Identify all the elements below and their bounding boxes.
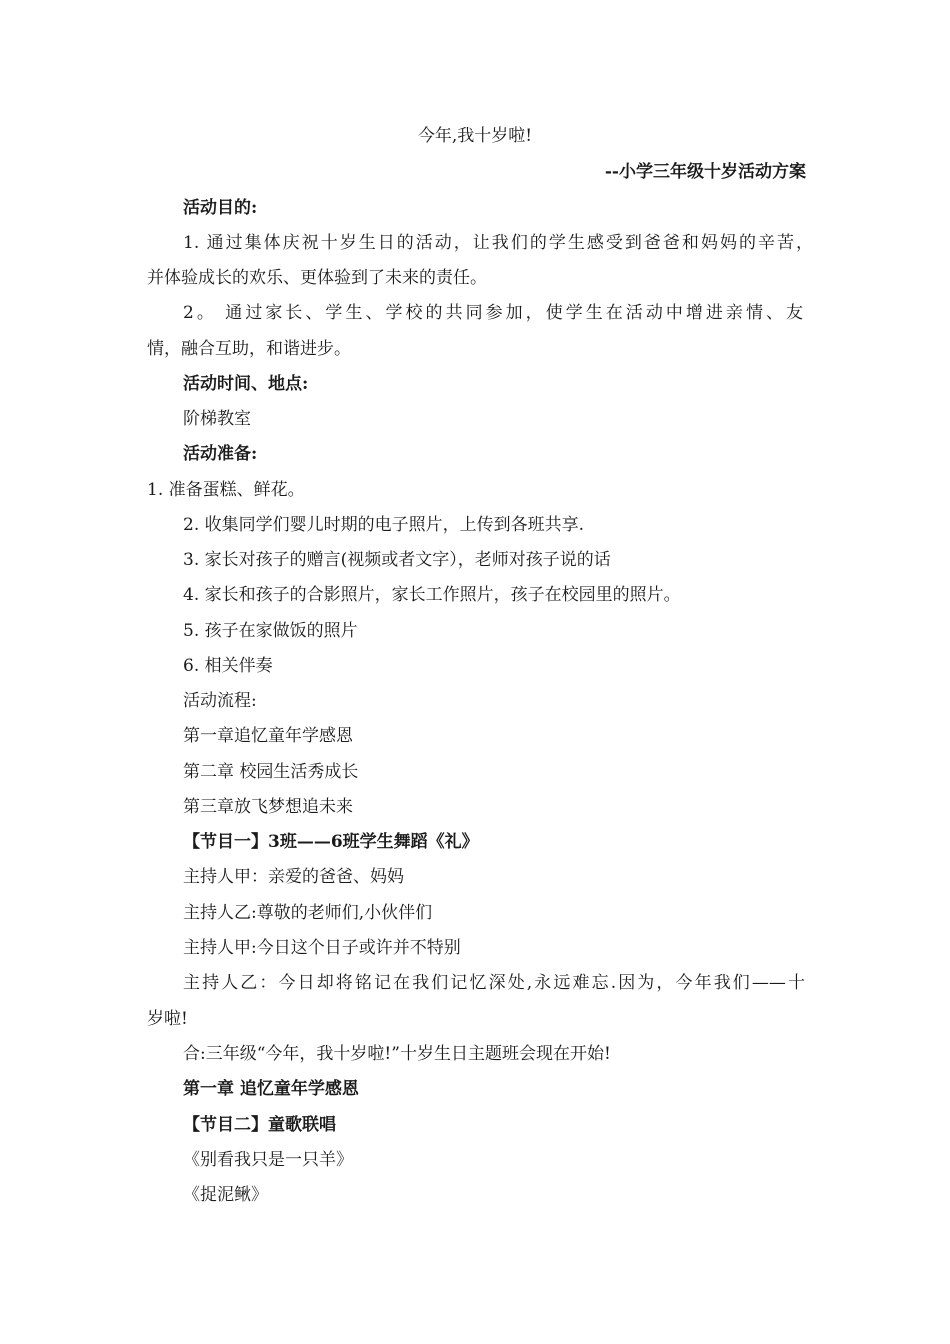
song-title: 《捉泥鳅》 [183,1185,268,1205]
prep-item: 3. 家长对孩子的赠言(视频或者文字），老师对孩子说的话 [183,550,611,570]
host-b-line-2: 岁啦! [147,1009,188,1029]
document-subtitle: --小学三年级十岁活动方案 [604,162,806,182]
prep-heading: 活动准备: [183,444,258,464]
program-two-heading: 【节目二】童歌联唱 [183,1115,336,1135]
place-text: 阶梯教室 [183,409,251,429]
purpose-item-2-line-2: 情，融合互助，和谐进步。 [147,339,351,359]
chapter-one-heading: 第一章 追忆童年学感恩 [183,1079,359,1099]
prep-item: 2. 收集同学们婴儿时期的电子照片，上传到各班共享. [183,515,585,535]
host-line: 主持人甲：亲爱的爸爸、妈妈 [183,867,404,887]
purpose-item-1-line-1: 1. 通过集体庆祝十岁生日的活动，让我们的学生感受到爸爸和妈妈的辛苦， [183,233,813,253]
prep-item: 6. 相关伴奏 [183,656,273,676]
prep-item: 5. 孩子在家做饭的照片 [183,621,358,641]
host-b-line-1: 主持人乙：今日却将铭记在我们记忆深处,永远难忘.因为，今年我们——十 [183,973,805,993]
prep-item: 1. 准备蛋糕、鲜花。 [147,480,305,500]
song-title: 《别看我只是一只羊》 [183,1150,353,1170]
purpose-heading: 活动目的: [183,198,258,218]
chapter-item: 第三章放飞梦想追未来 [183,797,353,817]
flow-heading: 活动流程: [183,691,257,711]
host-line: 主持人乙:尊敬的老师们,小伙伴们 [183,903,433,923]
chapter-item: 第一章追忆童年学感恩 [183,726,353,746]
program-one-heading: 【节目一】3班——6班学生舞蹈《礼》 [183,832,479,852]
purpose-item-2-line-1: 2。 通过家长、学生、学校的共同参加，使学生在活动中增进亲情、友 [183,303,803,323]
purpose-item-1-line-2: 并体验成长的欢乐、更体验到了未来的责任。 [147,268,487,288]
prep-item: 4. 家长和孩子的合影照片，家长工作照片，孩子在校园里的照片。 [183,585,681,605]
document-title: 今年,我十岁啦! [417,126,533,146]
time-place-heading: 活动时间、地点: [183,374,309,394]
together-line: 合:三年级“今年，我十岁啦!”十岁生日主题班会现在开始! [183,1044,611,1064]
host-line: 主持人甲:今日这个日子或许并不特别 [183,938,461,958]
chapter-item: 第二章 校园生活秀成长 [183,762,359,782]
